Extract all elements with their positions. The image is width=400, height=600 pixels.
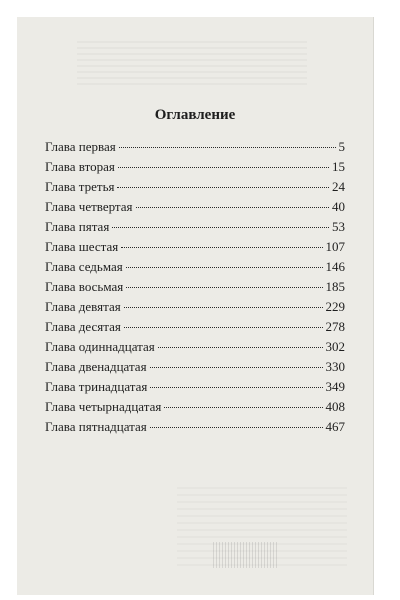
toc-entry [45,377,345,397]
toc-entry-label: Глава восьмая [45,279,124,294]
toc-entry [45,237,345,257]
toc-entry [45,217,345,237]
toc-entry [45,257,345,277]
toc-entry [45,357,345,377]
toc-entry-page: 349 [325,379,345,394]
toc-entry-label: Глава вторая [45,159,115,174]
toc-entry-label: Глава одиннадцатая [45,339,155,354]
toc-entry-label: Глава девятая [45,299,121,314]
show-through-text-top [77,41,307,85]
toc-entry-label: Глава седьмая [45,259,123,274]
toc-entry-page: 15 [332,159,345,174]
toc-entry [45,337,345,357]
toc-entry-label: Глава пятая [45,219,110,234]
toc-title: Оглавление [154,107,236,123]
toc-entry-page: 24 [332,179,345,194]
toc-entry [45,397,345,417]
dot-leader [158,347,323,348]
toc-entry-page: 107 [325,239,345,254]
dot-leader [112,227,329,228]
toc-entry-page: 330 [325,359,345,374]
dot-leader [126,267,323,268]
toc-entry [45,137,345,157]
toc-entry-page: 302 [325,339,345,354]
toc-entry-label: Глава шестая [45,239,119,254]
toc-entry-label: Глава пятнадцатая [45,419,147,434]
dot-leader [124,307,323,308]
toc-entry-page: 408 [325,399,345,414]
toc-entry-page: 185 [325,279,345,294]
book-page [17,17,374,595]
show-through-barcode [213,542,277,568]
toc-entry [45,197,345,217]
toc-entry [45,177,345,197]
toc-entry [45,157,345,177]
dot-leader [150,427,323,428]
toc-entry-page: 40 [332,199,345,214]
dot-leader [164,407,322,408]
toc-entry-page: 278 [325,319,345,334]
toc-entry [45,317,345,337]
dot-leader [119,147,336,148]
toc-entry-page: 467 [325,419,345,434]
toc-entry-label: Глава четырнадцатая [45,399,162,414]
toc-entry-label: Глава четвертая [45,199,133,214]
dot-leader [150,387,322,388]
dot-leader [150,367,323,368]
dot-leader [121,247,322,248]
dot-leader [126,287,322,288]
toc-entry [45,297,345,317]
dot-leader [118,167,329,168]
dot-leader [117,187,329,188]
toc-entry-label: Глава тринадцатая [45,379,148,394]
toc-entry-label: Глава третья [45,179,115,194]
dot-leader [136,207,329,208]
toc-entry-label: Глава десятая [45,319,121,334]
toc-entry-page: 5 [338,139,345,154]
toc-entry-page: 229 [325,299,345,314]
toc-entry-label: Глава первая [45,139,116,154]
toc-entry-page: 146 [325,259,345,274]
toc-list [45,137,345,437]
toc-entry-label: Глава двенадцатая [45,359,147,374]
toc-entry-page: 53 [332,219,345,234]
toc-entry [45,417,345,437]
dot-leader [124,327,323,328]
toc-entry [45,277,345,297]
